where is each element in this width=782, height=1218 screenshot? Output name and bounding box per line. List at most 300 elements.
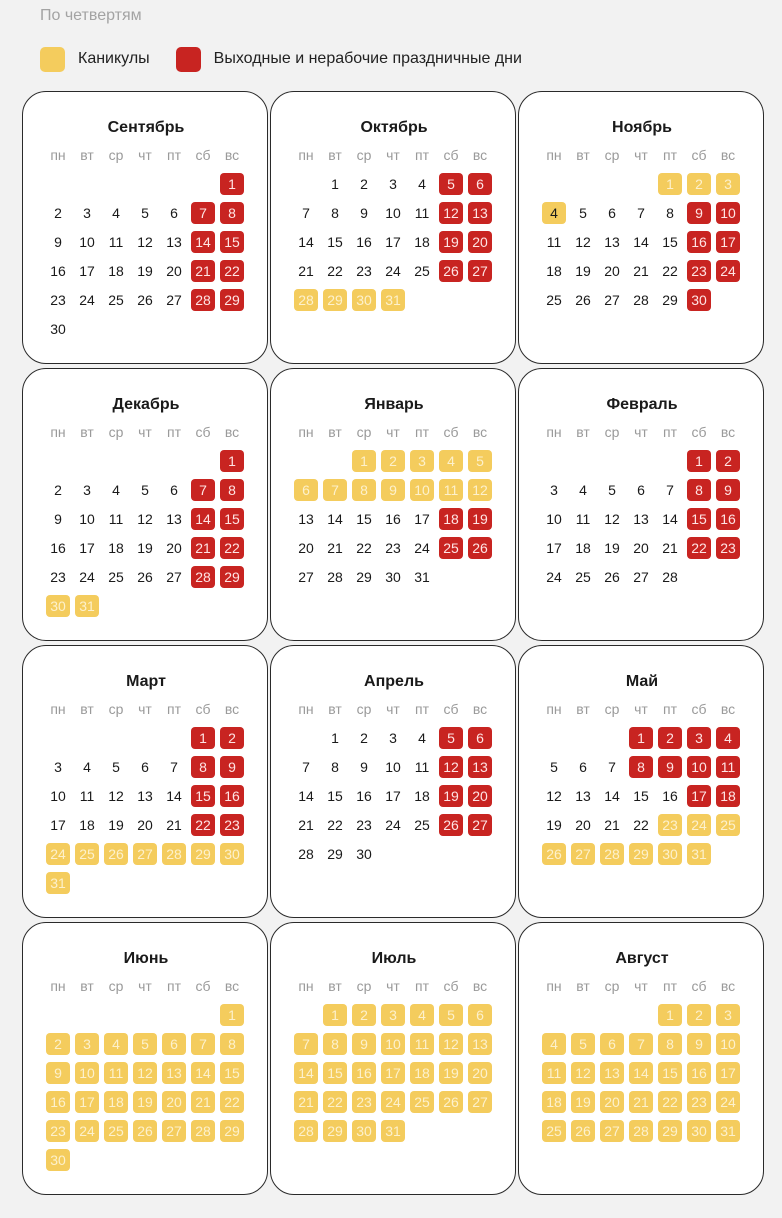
weekday-label: сб <box>195 147 211 163</box>
week-row <box>46 450 267 472</box>
day-cell: 21 <box>298 817 314 833</box>
vacation-swatch <box>40 47 65 72</box>
month-title: Декабрь <box>112 396 180 413</box>
day-cell: 15 <box>633 788 649 804</box>
weekday-label: ср <box>108 701 124 717</box>
vacation-day-cell: 9 <box>381 479 405 501</box>
vacation-day-cell: 20 <box>600 1091 624 1113</box>
holiday-day-cell: 22 <box>220 260 244 282</box>
holiday-day-cell: 6 <box>468 727 492 749</box>
vacation-day-cell: 21 <box>294 1091 318 1113</box>
weekday-label: вс <box>472 147 488 163</box>
holiday-day-cell: 12 <box>439 202 463 224</box>
day-cell: 25 <box>108 569 124 585</box>
empty-cell <box>220 318 244 340</box>
holiday-day-cell: 18 <box>716 785 740 807</box>
month-title: Сентябрь <box>107 119 185 136</box>
day-cell: 21 <box>327 540 343 556</box>
empty-cell <box>75 727 99 749</box>
day-cell: 9 <box>54 234 62 250</box>
week-row <box>542 231 763 253</box>
day-cell: 11 <box>575 511 591 527</box>
week-row <box>542 450 763 472</box>
day-cell: 26 <box>137 292 153 308</box>
vacation-day-cell: 17 <box>381 1062 405 1084</box>
empty-cell <box>468 843 492 865</box>
empty-cell <box>104 173 128 195</box>
day-cell: 7 <box>302 759 310 775</box>
weekday-label: вс <box>720 701 736 717</box>
weekday-label: вс <box>472 701 488 717</box>
vacation-day-cell: 15 <box>323 1062 347 1084</box>
holiday-day-cell: 11 <box>716 756 740 778</box>
day-cell: 3 <box>550 482 558 498</box>
empty-cell <box>294 1004 318 1026</box>
empty-cell <box>410 289 434 311</box>
day-cell: 15 <box>662 234 678 250</box>
vacation-day-cell: 8 <box>352 479 376 501</box>
vacation-day-cell: 29 <box>658 1120 682 1142</box>
weekday-header <box>542 421 763 443</box>
tab-label[interactable]: По четвертям <box>40 7 142 24</box>
vacation-day-cell: 11 <box>104 1062 128 1084</box>
holiday-day-cell: 23 <box>716 537 740 559</box>
day-cell: 26 <box>575 292 591 308</box>
empty-cell <box>220 872 244 894</box>
vacation-day-cell: 29 <box>220 1120 244 1142</box>
week-row <box>542 756 763 778</box>
day-cell: 3 <box>389 730 397 746</box>
holiday-day-cell: 8 <box>687 479 711 501</box>
holiday-day-cell: 15 <box>220 508 244 530</box>
weekday-label: чт <box>138 147 152 163</box>
weekday-header <box>294 144 515 166</box>
day-cell: 17 <box>546 540 562 556</box>
empty-cell <box>162 450 186 472</box>
week-row <box>294 785 515 807</box>
vacation-day-cell: 7 <box>629 1033 653 1055</box>
weekday-label: чт <box>386 147 400 163</box>
holiday-day-cell: 14 <box>191 231 215 253</box>
day-cell: 16 <box>356 234 372 250</box>
vacation-day-cell: 1 <box>658 1004 682 1026</box>
day-cell: 7 <box>637 205 645 221</box>
vacation-day-cell: 1 <box>658 173 682 195</box>
weekday-label: чт <box>386 701 400 717</box>
day-cell: 19 <box>546 817 562 833</box>
weekday-label: чт <box>634 147 648 163</box>
vacation-day-cell: 4 <box>410 1004 434 1026</box>
holiday-day-cell: 26 <box>439 260 463 282</box>
day-cell: 13 <box>137 788 153 804</box>
vacation-day-cell: 20 <box>162 1091 186 1113</box>
vacation-day-cell: 26 <box>542 843 566 865</box>
holiday-day-cell: 9 <box>716 479 740 501</box>
weekday-label: пн <box>546 424 562 440</box>
vacation-day-cell: 18 <box>104 1091 128 1113</box>
vacation-day-cell: 10 <box>716 1033 740 1055</box>
holiday-day-cell: 7 <box>191 202 215 224</box>
week-row <box>542 727 763 749</box>
weekday-label: вт <box>328 147 342 163</box>
day-cell: 21 <box>166 817 182 833</box>
day-cell: 7 <box>170 759 178 775</box>
day-cell: 20 <box>633 540 649 556</box>
weekday-label: пт <box>415 147 429 163</box>
empty-cell <box>104 872 128 894</box>
legend-label-vacation: Каникулы <box>78 50 150 67</box>
empty-cell <box>133 727 157 749</box>
vacation-day-cell: 20 <box>468 1062 492 1084</box>
day-cell: 23 <box>356 263 372 279</box>
week-row <box>46 814 267 836</box>
vacation-day-cell: 15 <box>220 1062 244 1084</box>
vacation-day-cell: 6 <box>294 479 318 501</box>
vacation-day-cell: 12 <box>571 1062 595 1084</box>
week-row <box>294 1062 515 1084</box>
weekday-label: вт <box>80 701 94 717</box>
weekday-label: ср <box>356 978 372 994</box>
weekday-label: пн <box>298 701 314 717</box>
empty-cell <box>439 566 463 588</box>
week-row <box>294 289 515 311</box>
day-cell: 26 <box>137 569 153 585</box>
month-title: Февраль <box>606 396 678 413</box>
weekday-header <box>542 144 763 166</box>
day-cell: 24 <box>79 292 95 308</box>
weekday-label: ср <box>356 424 372 440</box>
weekday-label: сб <box>443 147 459 163</box>
vacation-day-cell: 16 <box>687 1062 711 1084</box>
day-cell: 28 <box>662 569 678 585</box>
day-cell: 9 <box>54 511 62 527</box>
holiday-day-cell: 25 <box>439 537 463 559</box>
month-card <box>518 368 764 641</box>
day-cell: 29 <box>356 569 372 585</box>
day-cell: 2 <box>360 730 368 746</box>
legend-label-holidays: Выходные и нерабочие праздничные дни <box>213 50 522 67</box>
vacation-day-cell: 28 <box>162 843 186 865</box>
week-row <box>542 1091 763 1113</box>
day-cell: 11 <box>108 511 124 527</box>
vacation-day-cell: 14 <box>629 1062 653 1084</box>
weekday-label: сб <box>691 701 707 717</box>
week-row <box>294 1033 515 1055</box>
vacation-day-cell: 19 <box>133 1091 157 1113</box>
weekday-label: чт <box>138 424 152 440</box>
empty-cell <box>294 450 318 472</box>
day-cell: 18 <box>575 540 591 556</box>
day-cell: 23 <box>385 540 401 556</box>
holiday-day-cell: 9 <box>658 756 682 778</box>
week-row <box>294 1120 515 1142</box>
day-cell: 4 <box>112 482 120 498</box>
week-row <box>542 173 763 195</box>
empty-cell <box>629 1004 653 1026</box>
day-cell: 14 <box>298 788 314 804</box>
holiday-day-cell: 21 <box>191 260 215 282</box>
holiday-day-cell: 16 <box>220 785 244 807</box>
vacation-day-cell: 30 <box>687 1120 711 1142</box>
day-cell: 10 <box>50 788 66 804</box>
day-cell: 17 <box>79 263 95 279</box>
vacation-day-cell: 17 <box>716 1062 740 1084</box>
day-cell: 16 <box>50 263 66 279</box>
empty-cell <box>468 289 492 311</box>
week-row <box>46 508 267 530</box>
day-cell: 30 <box>50 321 66 337</box>
weekday-label: вт <box>576 978 590 994</box>
month-title: Апрель <box>364 673 424 690</box>
holiday-day-cell: 30 <box>687 289 711 311</box>
week-row <box>46 1004 267 1026</box>
vacation-day-cell: 29 <box>323 289 347 311</box>
holiday-day-cell: 15 <box>191 785 215 807</box>
vacation-day-cell: 6 <box>600 1033 624 1055</box>
vacation-day-cell: 23 <box>352 1091 376 1113</box>
week-row <box>46 479 267 501</box>
day-cell: 20 <box>575 817 591 833</box>
vacation-day-cell: 28 <box>600 843 624 865</box>
empty-cell <box>468 566 492 588</box>
day-cell: 27 <box>604 292 620 308</box>
vacation-day-cell: 10 <box>75 1062 99 1084</box>
day-cell: 24 <box>385 263 401 279</box>
vacation-day-cell: 30 <box>352 289 376 311</box>
holiday-day-cell: 8 <box>220 202 244 224</box>
empty-cell <box>716 289 740 311</box>
month-title: Август <box>615 950 669 967</box>
day-cell: 21 <box>298 263 314 279</box>
weekday-label: вт <box>328 424 342 440</box>
weekday-label: чт <box>386 978 400 994</box>
vacation-day-cell: 9 <box>352 1033 376 1055</box>
holiday-day-cell: 10 <box>716 202 740 224</box>
vacation-day-cell: 18 <box>542 1091 566 1113</box>
empty-cell <box>716 566 740 588</box>
weekday-label: пт <box>663 147 677 163</box>
day-cell: 5 <box>608 482 616 498</box>
holiday-day-cell: 2 <box>658 727 682 749</box>
day-cell: 10 <box>79 511 95 527</box>
weekday-label: ср <box>604 424 620 440</box>
vacation-day-cell: 3 <box>381 1004 405 1026</box>
weekday-label: пт <box>167 701 181 717</box>
empty-cell <box>75 1004 99 1026</box>
day-cell: 21 <box>633 263 649 279</box>
day-cell: 6 <box>608 205 616 221</box>
month-card <box>22 922 268 1195</box>
vacation-day-cell: 31 <box>381 289 405 311</box>
weekday-label: ср <box>108 147 124 163</box>
empty-cell <box>133 595 157 617</box>
holiday-day-cell: 9 <box>687 202 711 224</box>
day-cell: 6 <box>170 205 178 221</box>
empty-cell <box>542 173 566 195</box>
day-cell: 26 <box>604 569 620 585</box>
weekday-label: пт <box>663 701 677 717</box>
day-cell: 7 <box>302 205 310 221</box>
holiday-day-cell: 6 <box>468 173 492 195</box>
holiday-day-cell: 2 <box>716 450 740 472</box>
day-cell: 16 <box>662 788 678 804</box>
vacation-day-cell: 19 <box>439 1062 463 1084</box>
weekday-label: сб <box>195 424 211 440</box>
weekday-header <box>294 421 515 443</box>
day-cell: 19 <box>108 817 124 833</box>
holiday-day-cell: 1 <box>220 450 244 472</box>
day-cell: 17 <box>50 817 66 833</box>
empty-cell <box>191 595 215 617</box>
vacation-day-cell: 30 <box>46 595 70 617</box>
vacation-day-cell: 31 <box>381 1120 405 1142</box>
week-row <box>46 231 267 253</box>
day-cell: 14 <box>604 788 620 804</box>
empty-cell <box>46 727 70 749</box>
weekday-label: вс <box>224 701 240 717</box>
day-cell: 19 <box>137 263 153 279</box>
holiday-day-cell: 1 <box>687 450 711 472</box>
holiday-day-cell: 8 <box>191 756 215 778</box>
vacation-day-cell: 6 <box>162 1033 186 1055</box>
day-cell: 13 <box>604 234 620 250</box>
weekday-label: вс <box>720 424 736 440</box>
empty-cell <box>600 450 624 472</box>
weekday-label: ср <box>108 424 124 440</box>
day-cell: 21 <box>604 817 620 833</box>
vacation-day-cell: 2 <box>687 173 711 195</box>
weekday-label: сб <box>195 701 211 717</box>
vacation-day-cell: 24 <box>46 843 70 865</box>
day-cell: 18 <box>414 788 430 804</box>
weekday-header <box>46 975 267 997</box>
holiday-day-cell: 23 <box>220 814 244 836</box>
day-cell: 12 <box>546 788 562 804</box>
day-cell: 3 <box>54 759 62 775</box>
month-card <box>270 645 516 918</box>
day-cell: 5 <box>141 482 149 498</box>
weekday-label: пт <box>167 147 181 163</box>
day-cell: 5 <box>112 759 120 775</box>
month-card <box>22 91 268 364</box>
month-title: Июнь <box>123 950 169 967</box>
weekday-label: вс <box>720 978 736 994</box>
holiday-day-cell: 28 <box>191 289 215 311</box>
day-cell: 11 <box>546 234 562 250</box>
day-cell: 11 <box>108 234 124 250</box>
month-card <box>270 368 516 641</box>
weekday-label: сб <box>443 424 459 440</box>
weekday-label: ср <box>604 147 620 163</box>
week-row <box>294 173 515 195</box>
day-cell: 2 <box>360 176 368 192</box>
month-card <box>22 645 268 918</box>
vacation-day-cell: 8 <box>323 1033 347 1055</box>
week-row <box>294 727 515 749</box>
week-row <box>46 1120 267 1142</box>
day-cell: 13 <box>166 234 182 250</box>
day-cell: 20 <box>166 540 182 556</box>
day-cell: 4 <box>83 759 91 775</box>
day-cell: 25 <box>575 569 591 585</box>
holiday-day-cell: 19 <box>439 231 463 253</box>
weekday-label: пт <box>167 424 181 440</box>
empty-cell <box>162 173 186 195</box>
holiday-day-cell: 8 <box>220 479 244 501</box>
day-cell: 24 <box>414 540 430 556</box>
vacation-day-cell: 29 <box>629 843 653 865</box>
day-cell: 4 <box>579 482 587 498</box>
empty-cell <box>323 450 347 472</box>
empty-cell <box>294 727 318 749</box>
empty-cell <box>658 450 682 472</box>
week-row <box>542 1004 763 1026</box>
week-row <box>46 318 267 340</box>
week-row <box>542 1120 763 1142</box>
day-cell: 10 <box>546 511 562 527</box>
weekday-label: вт <box>576 147 590 163</box>
vacation-day-cell: 4 <box>542 202 566 224</box>
legend-item-holidays <box>176 47 522 72</box>
vacation-day-cell: 13 <box>468 1033 492 1055</box>
day-cell: 17 <box>79 540 95 556</box>
vacation-day-cell: 24 <box>75 1120 99 1142</box>
week-row <box>294 566 515 588</box>
week-row <box>542 843 763 865</box>
weekday-label: сб <box>195 978 211 994</box>
day-cell: 17 <box>414 511 430 527</box>
week-row <box>46 260 267 282</box>
empty-cell <box>133 450 157 472</box>
day-cell: 18 <box>414 234 430 250</box>
vacation-day-cell: 28 <box>294 289 318 311</box>
vacation-day-cell: 30 <box>352 1120 376 1142</box>
vacation-day-cell: 2 <box>352 1004 376 1026</box>
month-title: Ноябрь <box>612 119 672 136</box>
weekday-label: пн <box>546 147 562 163</box>
month-card <box>518 91 764 364</box>
holiday-day-cell: 16 <box>716 508 740 530</box>
holiday-day-cell: 16 <box>687 231 711 253</box>
day-cell: 25 <box>108 292 124 308</box>
day-cell: 16 <box>50 540 66 556</box>
vacation-day-cell: 5 <box>439 1004 463 1026</box>
vacation-day-cell: 15 <box>658 1062 682 1084</box>
vacation-day-cell: 16 <box>352 1062 376 1084</box>
day-cell: 2 <box>54 205 62 221</box>
weekday-label: ср <box>108 978 124 994</box>
legend <box>40 46 548 72</box>
weekday-label: чт <box>138 701 152 717</box>
day-cell: 22 <box>633 817 649 833</box>
month-card <box>518 922 764 1195</box>
holiday-day-cell: 20 <box>468 231 492 253</box>
month-title: Март <box>126 673 166 690</box>
empty-cell <box>600 173 624 195</box>
day-cell: 20 <box>298 540 314 556</box>
day-cell: 8 <box>666 205 674 221</box>
day-cell: 6 <box>141 759 149 775</box>
week-row <box>294 814 515 836</box>
empty-cell <box>439 843 463 865</box>
vacation-day-cell: 12 <box>439 1033 463 1055</box>
holiday-day-cell: 13 <box>468 756 492 778</box>
vacation-day-cell: 27 <box>571 843 595 865</box>
empty-cell <box>716 843 740 865</box>
day-cell: 2 <box>54 482 62 498</box>
holiday-day-cell: 10 <box>687 756 711 778</box>
vacation-day-cell: 26 <box>104 843 128 865</box>
